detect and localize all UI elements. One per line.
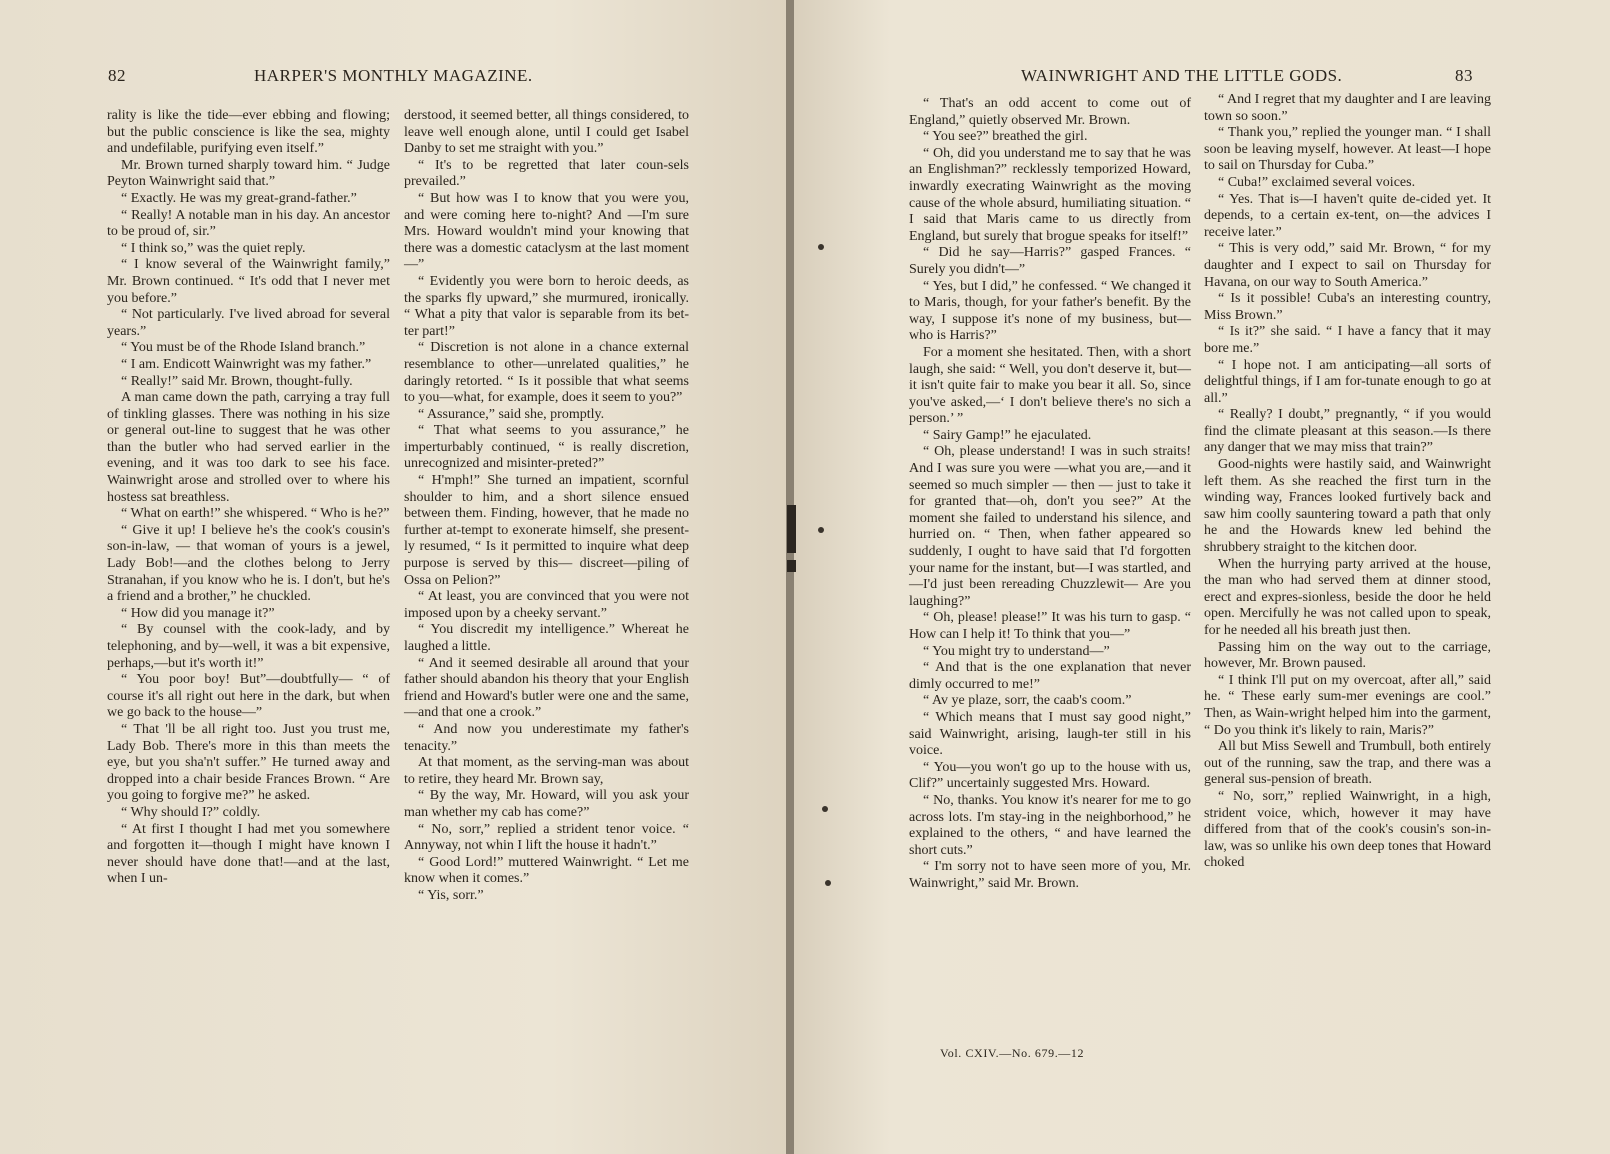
paragraph: Good-nights were hastily said, and Wainwright left them. As she reached the first turn in the winding way, Frances looked furtively back and saw him coolly sauntering toward a path that only he and the Howards knew led behind the shrubbery straight to the kitchen door.	[1204, 457, 1491, 556]
text-column-left-2	[404, 108, 689, 905]
paragraph: “ You poor boy! But”—doubtfully— “ of course it's all right out here in the dark, but when we go back to the house—”	[107, 672, 390, 721]
running-head-right: WAINWRIGHT AND THE LITTLE GODS.	[1021, 66, 1343, 85]
paragraph: “ And that is the one explanation that never dimly occurred to me!”	[909, 660, 1191, 692]
paragraph: “ Not particularly. I've lived abroad for several years.”	[107, 307, 390, 339]
paragraph: “ That 'll be all right too. Just you trust me, Lady Bob. There's more in this than meets the eye, but you sha'n't suffer.” He turned away and dropped into a chair beside Frances Brown. “ Are you going to forgive me?” he asked.	[107, 721, 390, 804]
paragraph: “ Yis, sorr.”	[418, 887, 484, 903]
paragraph: “ I know several of the Wainwright family,” Mr. Brown continued. “ It's odd that I never met you before.”	[107, 257, 390, 306]
paragraph: “ Oh, did you understand me to say that he was an Englishman?” recklessly temporized Howard, inwardly execrating Wainwright as the moving cause of the whole absurd, humiliating situation. “ I said that Maris came to us directly from England, but surely that brogue speaks for itself!”	[909, 145, 1191, 244]
paragraph: “ That what seems to you assurance,” he imperturbably continued, “ is really discretion, unrecognized and misinter-preted?”	[404, 423, 689, 472]
paragraph: “ Really!” said Mr. Brown, thought-fully.	[121, 373, 353, 389]
paragraph: “ Give it up! I believe he's the cook's cousin's son-in-law, — that woman of yours is a jewel, Lady Bob!—and the clothes belong to Jerry Stranahan, if you know who he is. I don't, but he's a friend and a brother,” he chuckled.	[107, 522, 390, 605]
binding-hole-2	[818, 527, 824, 533]
paragraph: “ This is very odd,” said Mr. Brown, “ for my daughter and I expect to sail on Thursday for Havana, on our way to South America.”	[1204, 241, 1491, 290]
paragraph: “ Av ye plaze, sorr, the caab's coom.”	[923, 693, 1132, 709]
paragraph: “ Yes. That is—I haven't quite de-cided yet. It depends, to a certain ex-tent, on—the advices I receive later.”	[1204, 191, 1491, 240]
paragraph: A man came down the path, carrying a tray full of tinkling glasses. There was nothing in his size or general out-line to suggest that he was other than the butler who had served earlier in the evening, and it was too dark to see his face. Wainwright arose and strolled over to where his hostess sat breathless.	[107, 390, 390, 505]
running-head-left: HARPER'S MONTHLY MAGAZINE.	[254, 66, 533, 85]
paragraph: Passing him on the way out to the carriage, however, Mr. Brown paused.	[1204, 639, 1491, 672]
paragraph: “ You—you won't go up to the house with us, Clif?” uncertainly suggested Mrs. Howard.	[909, 759, 1191, 792]
paragraph: “ At first I thought I had met you somewhere and forgotten it—though I might have known I never should have done that!—and at the last, when I un-	[107, 821, 390, 887]
paragraph: “ Good Lord!” muttered Wainwright. “ Let me know when it comes.”	[404, 854, 689, 887]
paragraph: At that moment, as the serving-man was about to retire, they heard Mr. Brown say,	[404, 755, 689, 787]
paragraph: “ What on earth!” she whispered. “ Who is he?”	[121, 506, 390, 522]
paragraph: Mr. Brown turned sharply toward him. “ Judge Peyton Wainwright said that.”	[107, 157, 390, 190]
paragraph: “ Cuba!” exclaimed several voices.	[1218, 174, 1416, 190]
paragraph: “ You must be of the Rhode Island branch.”	[121, 340, 366, 356]
binding-hole-4	[825, 880, 831, 886]
paragraph: “ Oh, please! please!” It was his turn to gasp. “ How can I help it! To think that you—”	[909, 610, 1191, 642]
binding-thread-upper	[787, 505, 796, 553]
paragraph: “ Why should I?” coldly.	[121, 804, 261, 820]
paragraph: “ H'mph!” She turned an impatient, scornful shoulder to him, and a short silence ensued between them. Finding, however, that he made no further at-tempt to exonerate himself, she present-ly resumed, “ Is it permitted to inquire what deep purpose is served by this— discreet—piling of Ossa on Pelion?”	[404, 473, 689, 588]
paragraph: “ It's to be regretted that later coun-sels prevailed.”	[404, 157, 689, 190]
paragraph: “ Thank you,” replied the younger man. “ I shall soon be leaving myself, however. At least—I hope to sail on Thursday for Cuba.”	[1204, 125, 1491, 174]
paragraph: When the hurrying party arrived at the house, the man who had served them at dinner stood, erect and expres-sionless, beside the door he held open. Mercifully he was not called upon to speak, for he needed all his breath just then.	[1204, 556, 1491, 638]
gutter	[786, 0, 794, 1154]
text-column-left-1	[107, 108, 390, 888]
paragraph: “ And now you underestimate my father's tenacity.”	[404, 721, 689, 754]
paragraph: “ But how was I to know that you were you, and were coming here to-night? And —I'm sure Mrs. Howard wouldn't mind your knowing that there was a domestic cataclysm at the last moment—”	[404, 190, 689, 273]
paragraph: rality is like the tide—ever ebbing and flowing; but the public conscience is like the sea, mighty and undefilable, purifying even itself.”	[107, 108, 390, 157]
paragraph: “ Evidently you were born to heroic deeds, as the sparks fly upward,” she murmured, ironically. “ What a pity that valor is separable from its bet-ter part!”	[404, 273, 689, 339]
paragraph: “ You might try to understand—”	[923, 643, 1110, 659]
paragraph: “ Really? I doubt,” pregnantly, “ if you would find the climate pleasant at this season.—Is there any danger that we may miss that train?”	[1204, 407, 1491, 456]
paragraph: “ That's an odd accent to come out of England,” quietly observed Mr. Brown.	[909, 96, 1191, 128]
paragraph: “ Oh, please understand! I was in such straits! And I was sure you were —what you are,—and it seemed so much simpler — then — just to take it for granted that—oh, don't you see?” At the moment she failed to understand his silence, and hurried on. “ Then, when father appeared so suddenly, I ought to have said that I'd forgotten your name for the instant, but—I was startled, and—I'd just been rereading Chuzzlewit— Are you laughing?”	[909, 444, 1191, 609]
paragraph: “ Exactly. He was my great-grand-father.”	[121, 190, 357, 206]
paragraph: “ Is it possible! Cuba's an interesting country, Miss Brown.”	[1204, 291, 1491, 323]
binding-hole-1	[818, 244, 824, 250]
page-number-left: 82	[108, 66, 126, 85]
paragraph: “ No, thanks. You know it's nearer for me to go across lots. I'm stay-ing in the neighborhood,” he explained to the others, “ and have learned the short cuts.”	[909, 792, 1191, 858]
paragraph: “ At least, you are convinced that you were not imposed upon by a cheeky servant.”	[404, 589, 689, 621]
paragraph: “ I'm sorry not to have seen more of you, Mr. Wainwright,” said Mr. Brown.	[909, 859, 1191, 891]
paragraph: “ Yes, but I did,” he confessed. “ We changed it to Maris, though, for your father's benefit. By the way, I suppose it's none of my business, but— who is Harris?”	[909, 278, 1191, 344]
paragraph: For a moment she hesitated. Then, with a short laugh, she said: “ Well, you don't deserve it, but—it isn't quite fair to make you bear it all. So, since you've asked,—‘ I don't believe there's no sich a person.’ ”	[909, 344, 1191, 427]
paragraph: All but Miss Sewell and Trumbull, both entirely out of the running, saw the trap, and there was a general sus-pension of breath.	[1204, 739, 1491, 788]
paragraph: “ Did he say—Harris?” gasped Frances. “ Surely you didn't—”	[909, 245, 1191, 277]
paragraph: “ Which means that I must say good night,” said Wainwright, arising, laugh-ter still in his voice.	[909, 709, 1191, 759]
binding-thread-lower	[787, 560, 796, 572]
paragraph: “ I am. Endicott Wainwright was my father.”	[121, 356, 372, 372]
paragraph: “ You see?” breathed the girl.	[923, 129, 1088, 145]
text-column-right-2	[1204, 92, 1491, 872]
paragraph: “ No, sorr,” replied a strident tenor voice. “ Annyway, not whin I lift the house it hadn't.”	[404, 821, 689, 854]
left-page	[0, 0, 788, 1154]
text-column-right-1	[909, 96, 1191, 893]
paragraph: “ And it seemed desirable all around that your father should abandon his theory that your English friend and Howard's butler were one and the same, —and that one a crook.”	[404, 655, 689, 721]
paragraph: “ And I regret that my daughter and I are leaving town so soon.”	[1204, 92, 1491, 124]
paragraph: “ No, sorr,” replied Wainwright, in a high, strident voice, which, however it may have differed from that of the cook's cousin's son-in-law, was so unlike his own deep tones that Howard choked	[1204, 788, 1491, 871]
binding-hole-3	[822, 806, 828, 812]
paragraph: “ Is it?” she said. “ I have a fancy that it may bore me.”	[1204, 324, 1491, 356]
paragraph: “ Really! A notable man in his day. An ancestor to be proud of, sir.”	[107, 207, 390, 240]
volume-signature: Vol. CXIV.—No. 679.—12	[940, 1046, 1085, 1060]
paragraph: “ By the way, Mr. Howard, will you ask your man whether my cab has come?”	[404, 788, 689, 820]
paragraph: derstood, it seemed better, all things considered, to leave well enough alone, until I could get Isabel Danby to set me straight with you.”	[404, 108, 689, 157]
paragraph: “ You discredit my intelligence.” Whereat he laughed a little.	[404, 622, 689, 654]
paragraph: “ Sairy Gamp!” he ejaculated.	[923, 427, 1092, 443]
paragraph: “ I think so,” was the quiet reply.	[121, 240, 306, 256]
paragraph: “ How did you manage it?”	[121, 605, 275, 621]
paragraph: “ I think I'll put on my overcoat, after all,” said he. “ These early sum-mer evenings are cool.” Then, as Wain-wright helped him into the garment, “ Do you think it's likely to rain, Maris?”	[1204, 672, 1491, 738]
paragraph: “ Assurance,” said she, promptly.	[418, 406, 605, 422]
page-number-right: 83	[1455, 66, 1473, 85]
paragraph: “ Discretion is not alone in a chance external resemblance to other—unrelated qualities,” he daringly retorted. “ Is it possible that what seems to you—what, for example, does it seem to you?”	[404, 340, 689, 406]
paragraph: “ I hope not. I am anticipating—all sorts of delightful things, if I am for-tunate enough to go at all.”	[1204, 357, 1491, 406]
paragraph: “ By counsel with the cook-lady, and by telephoning, and by—well, it was a bit expensive, perhaps,—but it's worth it!”	[107, 622, 390, 671]
